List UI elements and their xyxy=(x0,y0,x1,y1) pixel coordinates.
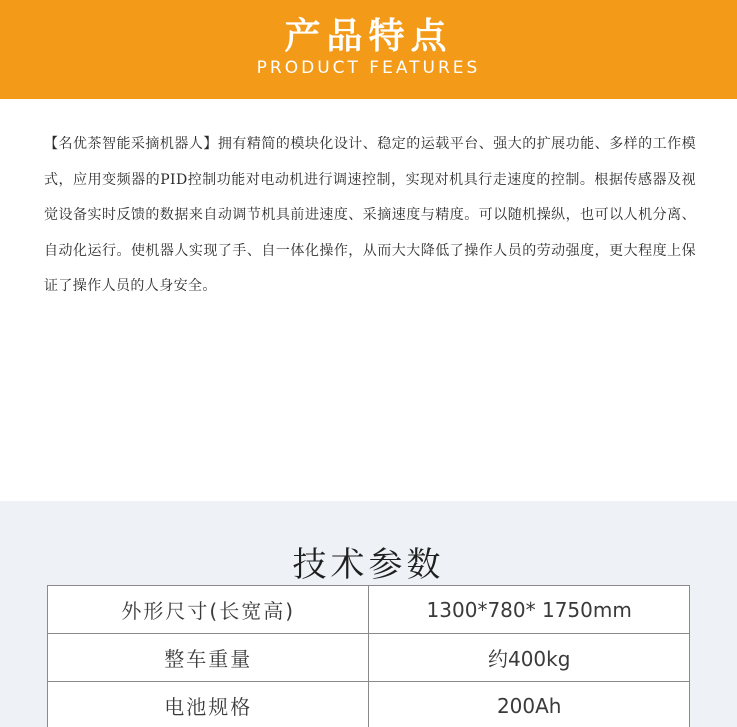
spec-value: 1300*780* 1750mm xyxy=(369,586,690,634)
features-subtitle: PRODUCT FEATURES xyxy=(256,58,481,78)
table-row xyxy=(48,682,690,727)
features-header-banner xyxy=(0,0,737,99)
spec-label: 外形尺寸(长宽高) xyxy=(48,586,369,634)
spec-label: 电池规格 xyxy=(48,682,369,727)
specs-title: 技术参数 xyxy=(292,545,445,585)
table-row xyxy=(48,634,690,682)
spec-label: 整车重量 xyxy=(48,634,369,682)
spec-value: 200Ah xyxy=(369,682,690,727)
spec-value: 约400kg xyxy=(369,634,690,682)
features-title: 产品特点 xyxy=(284,16,453,57)
specs-section xyxy=(0,501,737,727)
product-description: 【名优茶智能采摘机器人】拥有精简的模块化设计、稳定的运载平台、强大的扩展功能、多样的工作模式，应用变频器的PID控制功能对电动机进行调速控制，实现对机具行走速度的控制。根据传感器及视觉设备实时反馈的数据来自动调节机具前进速度、采摘速度与精度。可以随机操纵，也可以人机分离、自动化运行。使机器人实现了手、自一体化操作，从而大大降低了操作人员的劳动强度，更大程度上保证了操作人员的人身安全。 xyxy=(44,136,696,294)
specs-table xyxy=(47,585,690,727)
table-row xyxy=(48,586,690,634)
